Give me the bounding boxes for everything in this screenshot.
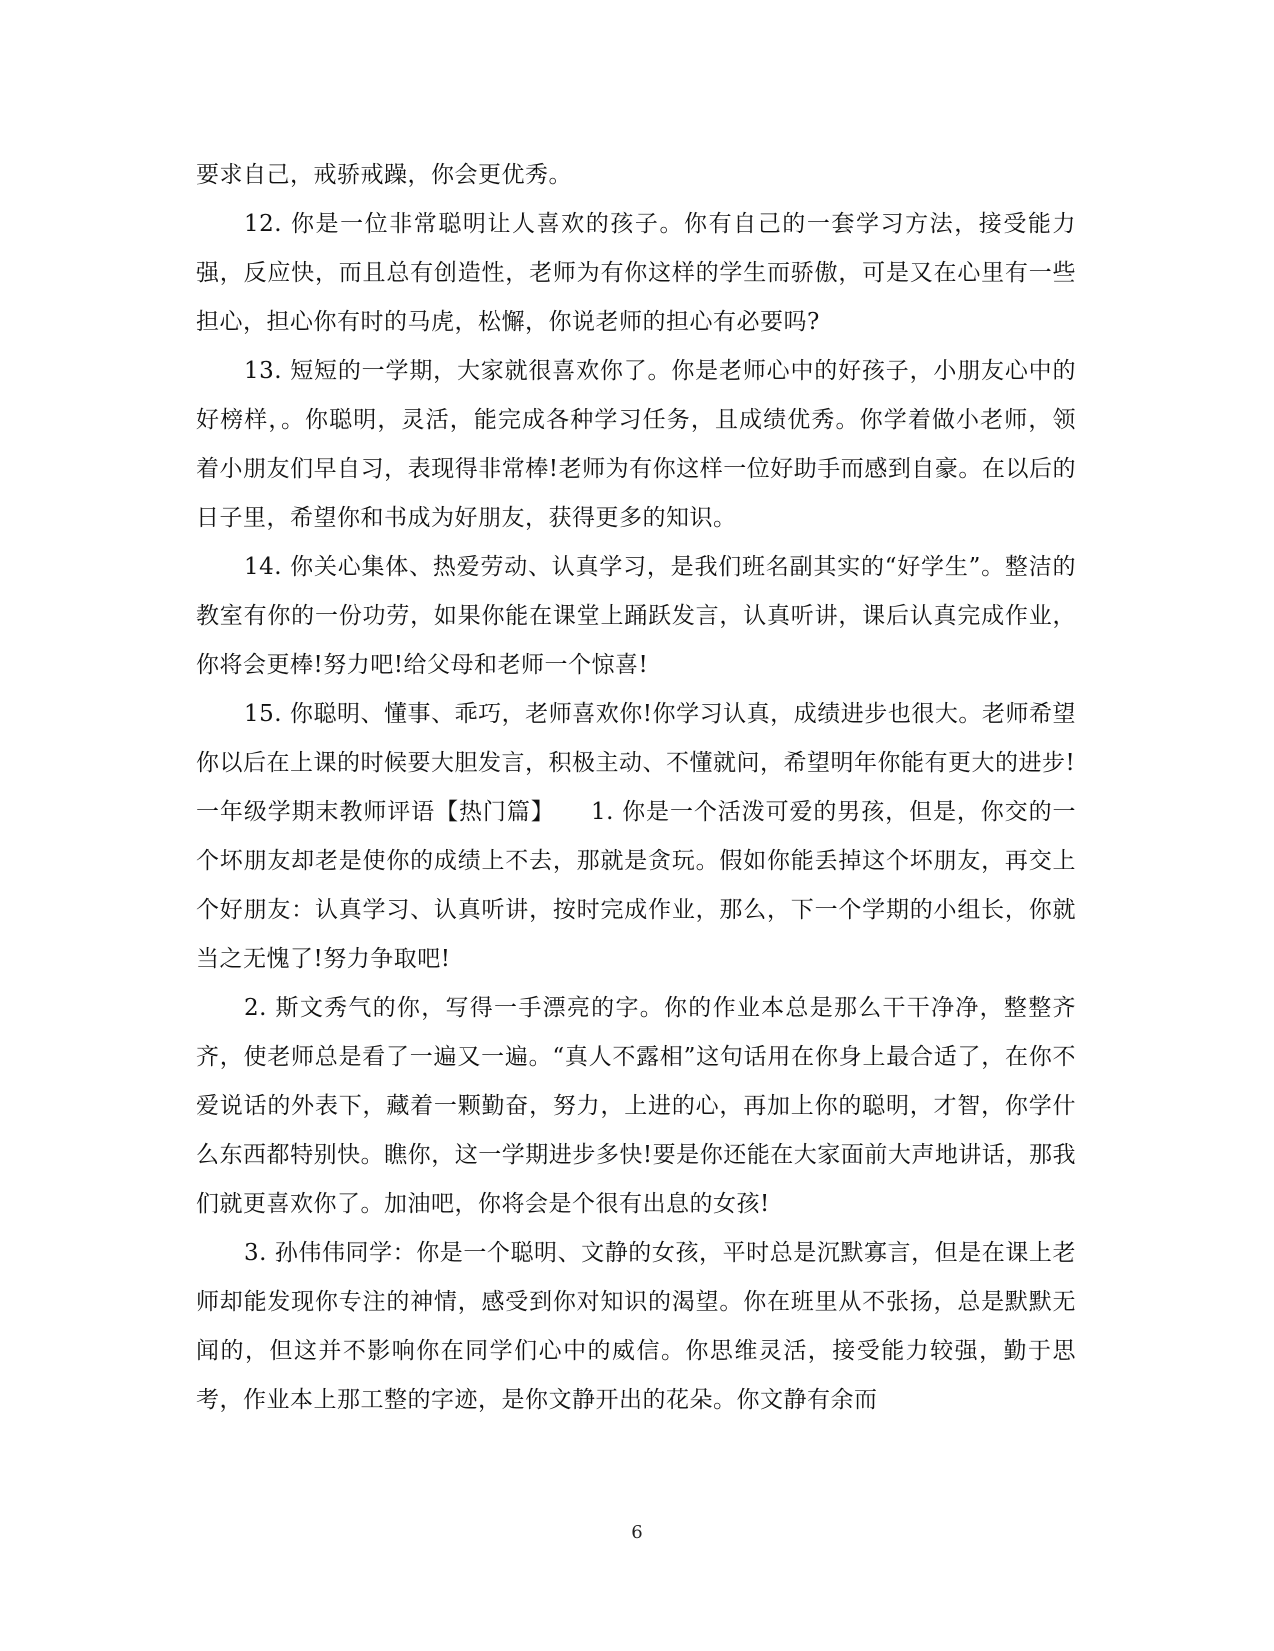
section-heading-paragraph: 一年级学期末教师评语【热门篇】 1. 你是一个活泼可爱的男孩，但是，你交的一个坏朋友却老是使你的成绩上不去，那就是贪玩。假如你能丢掉这个坏朋友，再交上个好朋友：认真学习、认真听讲，按时完成作业，那么，下一个学期的小组长，你就当之无愧了!努力争取吧! — [196, 799, 1076, 972]
paragraph-comment-2: 2. 斯文秀气的你，写得一手漂亮的字。你的作业本总是那么干干净净，整整齐齐，使老师总是看了一遍又一遍。“真人不露相”这句话用在你身上最合适了，在你不爱说话的外表下，藏着一颗勤奋，努力，上进的心，再加上你的聪明，才智，你学什么东西都特别快。瞧你，这一学期进步多快!要是你还能在大家面前大声地讲话，那我们就更喜欢你了。加油吧，你将会是个很有出息的女孩! — [196, 995, 1076, 1217]
paragraph-comment-13: 13. 短短的一学期，大家就很喜欢你了。你是老师心中的好孩子，小朋友心中的好榜样，。你聪明，灵活，能完成各种学习任务，且成绩优秀。你学着做小老师，领着小朋友们早自习，表现得非常棒!老师为有你这样一位好助手而感到自豪。在以后的日子里，希望你和书成为好朋友，获得更多的知识。 — [196, 358, 1076, 531]
paragraph-continuation: 要求自己，戒骄戒躁，你会更优秀。 — [196, 162, 572, 188]
paragraph-comment-3: 3. 孙伟伟同学：你是一个聪明、文静的女孩，平时总是沉默寡言，但是在课上老师却能发现你专注的神情，感受到你对知识的渴望。你在班里从不张扬，总是默默无闻的，但这并不影响你在同学们心中的威信。你思维灵活，接受能力较强，勤于思考，作业本上那工整的字迹，是你文静开出的花朵。你文静有余而 — [196, 1240, 1076, 1413]
page-number: 6 — [631, 1522, 643, 1543]
paragraph-comment-15: 15. 你聪明、懂事、乖巧，老师喜欢你!你学习认真，成绩进步也很大。老师希望你以后在上课的时候要大胆发言，积极主动、不懂就问，希望明年你能有更大的进步! — [196, 701, 1076, 776]
paragraph-comment-14: 14. 你关心集体、热爱劳动、认真学习，是我们班名副其实的“好学生”。整洁的教室有你的一份功劳，如果你能在课堂上踊跃发言，认真听讲，课后认真完成作业，你将会更棒!努力吧!给父母和老师一个惊喜! — [196, 554, 1076, 678]
paragraph-comment-12: 12. 你是一位非常聪明让人喜欢的孩子。你有自己的一套学习方法，接受能力强，反应快，而且总有创造性，老师为有你这样的学生而骄傲，可是又在心里有一些担心，担心你有时的马虎，松懈，你说老师的担心有必要吗? — [196, 211, 1076, 335]
document-body — [196, 151, 1076, 1425]
